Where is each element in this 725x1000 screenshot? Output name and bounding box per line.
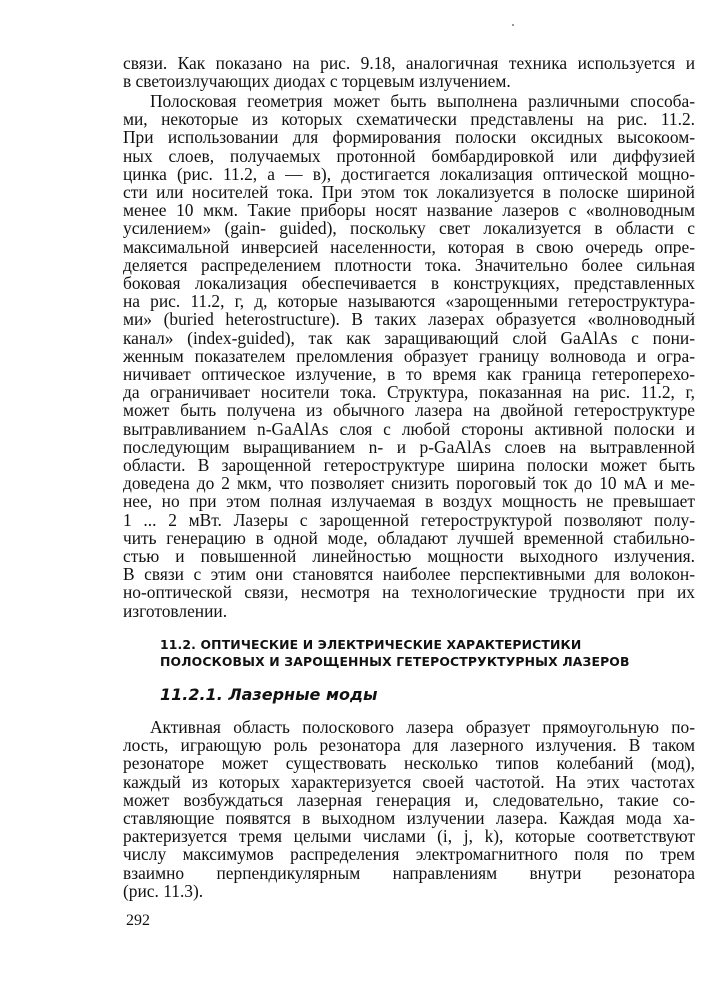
text-line: связи. Как показано на рис. 9.18, аналогичная техника используется и <box>123 53 695 73</box>
text-line: Полосковая геометрия может быть выполнена различными способа- <box>150 91 695 111</box>
section-heading-line: ПОЛОСКОВЫХ И ЗАРОЩЕННЫХ ГЕТЕРОСТРУКТУРНЫХ ЛАЗЕРОВ <box>160 654 630 669</box>
text-line: но-оптической связи, несмотря на технологические трудности при их <box>123 582 695 603</box>
text-line: вытравливанием n-GaAlAs слоя с любой стороны активной полоски и <box>123 418 695 439</box>
section-heading <box>160 636 630 670</box>
text-line: взаимно перпендикулярным направлениям внутри резонатора <box>123 862 695 883</box>
text-line: боковая локализация обеспечивается в конструкциях, представленных <box>123 273 695 294</box>
text-line: на рис. 11.2, г, д, которые называются «зарощенными гетероструктура- <box>123 291 695 312</box>
text-line: цинка (рис. 11.2, а — в), достигается локализация оптической мощно- <box>123 163 695 184</box>
text-line: ничивает оптическое излучение, в то время как граница гетероперехо- <box>123 364 695 385</box>
text-line: ставляющие появятся в выходном излучении лазера. Каждая мода ха- <box>123 808 695 829</box>
text-line: Активная область полоскового лазера образует прямоугольную по- <box>150 717 695 737</box>
text-line: усилением» (gain- guided), поскольку свет локализуется в области с <box>123 218 695 239</box>
text-line: (рис. 11.3). <box>123 880 204 901</box>
text-line: может быть получена из обычного лазера на двойной гетероструктуре <box>123 400 695 421</box>
text-line: чить генерацию в одной моде, обладают лучшей временной стабильно- <box>123 527 695 548</box>
text-line: 1 ... 2 мВт. Лазеры с зарощенной гетероструктурой позволяют полу- <box>123 509 695 530</box>
text-line: нее, но при этом полная излучаемая в воздух мощность не превышает <box>123 491 695 512</box>
text-line: женным показателем преломления образует границу волновода и огра- <box>123 345 695 366</box>
text-line: лость, играющую роль резонатора для лазерного излучения. В таком <box>123 735 695 756</box>
text-line: резонаторе может существовать несколько типов колебаний (мод), <box>123 753 695 774</box>
paragraph-stripe-geometry <box>123 92 695 620</box>
text-line: изготовлении. <box>123 600 228 621</box>
text-line: канал» (index-guided), так как заращивающий слой GaAlAs с пони- <box>123 327 695 348</box>
section-heading-line: 11.2. ОПТИЧЕСКИЕ И ЭЛЕКТРИЧЕСКИЕ ХАРАКТЕРИСТИКИ <box>160 637 582 652</box>
paragraph-continuation <box>123 54 695 90</box>
text-line: да ограничивает носители тока. Структура, показанная на рис. 11.2, г, <box>123 382 695 403</box>
text-line: может возбуждаться лазерная генерация и, следовательно, такие со- <box>123 789 695 810</box>
text-line: максимальной инверсией населенности, которая в свою очередь опре- <box>123 236 695 257</box>
text-line: сти или носителей тока. При этом ток локализуется в полоске шириной <box>123 182 695 203</box>
text-line: области. В зарощенной гетероструктуре ширина полоски может быть <box>123 455 695 476</box>
text-line: последующим выращиванием n- и p-GaAlAs слоев на вытравленной <box>123 436 695 457</box>
text-line: ми, некоторые из которых схематически представлены на рис. 11.2. <box>123 109 695 130</box>
text-line: В связи с этим они становятся наиболее перспективными для волокон- <box>123 564 695 585</box>
text-line: стью и повышенной линейностью мощности выходного излучения. <box>123 546 695 567</box>
text-line: деляется распределением плотности тока. Значительно более сильная <box>123 254 695 275</box>
text-line: в светоизлучающих диодах с торцевым излучением. <box>123 71 511 92</box>
page-number: 292 <box>126 912 150 929</box>
text-line: рактеризуется тремя целыми числами (i, j, k), которые соответствуют <box>123 826 695 847</box>
text-line: каждый из которых характеризуется своей частотой. На этих частотах <box>123 771 695 792</box>
text-line: ми» (buried heterostructure). В таких лазерах образуется «волноводный <box>123 309 695 330</box>
text-line: При использовании для формирования полоски оксидных высокоом- <box>123 127 695 148</box>
text-line: доведена до 2 мкм, что позволяет снизить пороговый ток до 10 мА и ме- <box>123 473 695 494</box>
text-line: менее 10 мкм. Такие приборы носят название лазеров с «волноводным <box>123 200 695 221</box>
print-speck <box>512 24 514 26</box>
text-line: числу максимумов распределения электромагнитного поля по трем <box>123 844 695 865</box>
text-line: ных слоев, получаемых протонной бомбардировкой или диффузией <box>123 145 695 166</box>
paragraph-laser-modes <box>123 718 695 900</box>
subsection-heading: 11.2.1. Лазерные моды <box>160 685 378 704</box>
